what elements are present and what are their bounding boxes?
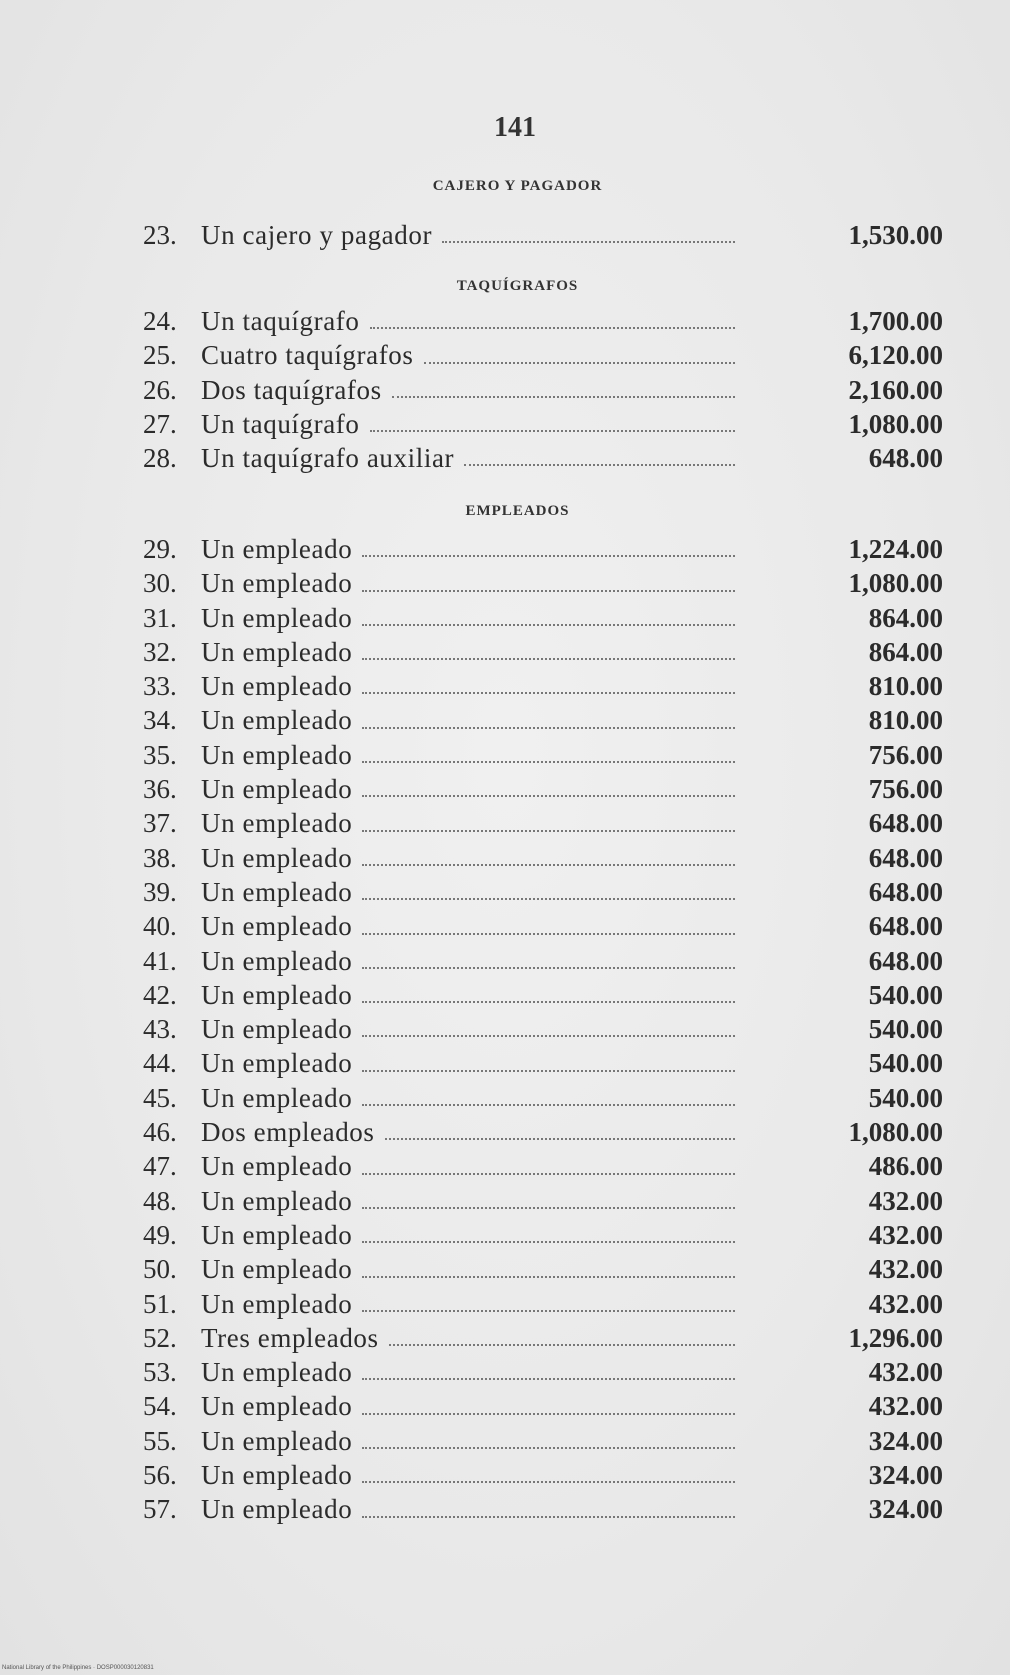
list-item bbox=[143, 1389, 943, 1423]
dot-leader bbox=[362, 624, 735, 626]
item-number: 37. bbox=[143, 808, 177, 839]
list-item bbox=[143, 338, 943, 372]
item-label: Tres empleados bbox=[201, 1322, 379, 1353]
item-label: Un empleado bbox=[201, 1254, 353, 1285]
item-number: 49. bbox=[143, 1219, 177, 1250]
item-amount: 432.00 bbox=[868, 1288, 943, 1319]
item-number: 55. bbox=[143, 1425, 177, 1456]
dot-leader bbox=[362, 1173, 735, 1175]
item-amount: 1,080.00 bbox=[848, 1117, 943, 1148]
item-amount: 756.00 bbox=[868, 739, 943, 770]
item-number: 38. bbox=[143, 842, 177, 873]
item-label: Cuatro taquígrafos bbox=[201, 340, 414, 371]
item-number: 25. bbox=[143, 340, 177, 371]
list-item bbox=[143, 1492, 943, 1526]
item-number: 28. bbox=[143, 443, 177, 474]
item-amount: 486.00 bbox=[868, 1151, 943, 1182]
list-item bbox=[143, 875, 943, 909]
item-amount: 540.00 bbox=[868, 1014, 943, 1045]
dot-leader bbox=[370, 430, 735, 432]
item-amount: 648.00 bbox=[868, 842, 943, 873]
item-amount: 810.00 bbox=[868, 705, 943, 736]
item-number: 23. bbox=[143, 220, 177, 250]
item-label: Un empleado bbox=[201, 1219, 353, 1250]
item-number: 44. bbox=[143, 1048, 177, 1079]
item-label: Un empleado bbox=[201, 534, 353, 564]
section-heading-taquigrafos: TAQUÍGRAFOS bbox=[456, 278, 579, 294]
item-number: 31. bbox=[143, 602, 177, 633]
dot-leader bbox=[362, 933, 735, 935]
list-item bbox=[143, 1355, 943, 1389]
item-number: 29. bbox=[143, 534, 177, 564]
item-label: Un empleado bbox=[201, 1151, 353, 1182]
list-item bbox=[143, 1184, 943, 1218]
dot-leader bbox=[424, 362, 736, 364]
dot-leader bbox=[362, 898, 735, 900]
item-label: Un taquígrafo bbox=[201, 408, 360, 439]
item-number: 53. bbox=[143, 1357, 177, 1388]
item-number: 32. bbox=[143, 636, 177, 667]
item-amount: 540.00 bbox=[868, 1082, 943, 1113]
list-item bbox=[143, 1321, 943, 1355]
list-item bbox=[143, 635, 943, 669]
list-item bbox=[143, 738, 943, 772]
item-amount: 324.00 bbox=[868, 1494, 943, 1525]
item-number: 51. bbox=[143, 1288, 177, 1319]
dot-leader bbox=[362, 1413, 735, 1415]
list-item bbox=[143, 909, 943, 943]
item-label: Un empleado bbox=[201, 774, 353, 805]
item-amount: 1,530.00 bbox=[848, 220, 943, 250]
item-amount: 864.00 bbox=[868, 602, 943, 633]
item-number: 54. bbox=[143, 1391, 177, 1422]
dot-leader bbox=[362, 830, 735, 832]
item-label: Un empleado bbox=[201, 1288, 353, 1319]
dot-leader bbox=[362, 761, 735, 763]
list-item bbox=[143, 1458, 943, 1492]
item-number: 45. bbox=[143, 1082, 177, 1113]
item-number: 30. bbox=[143, 568, 177, 599]
dot-leader bbox=[362, 1104, 735, 1106]
item-amount: 432.00 bbox=[868, 1357, 943, 1388]
item-number: 43. bbox=[143, 1014, 177, 1045]
dot-leader bbox=[362, 795, 735, 797]
section-taquigrafos-list bbox=[143, 304, 943, 475]
list-item bbox=[143, 806, 943, 840]
dot-leader bbox=[389, 1344, 735, 1346]
item-number: 50. bbox=[143, 1254, 177, 1285]
item-label: Un empleado bbox=[201, 1460, 353, 1491]
dot-leader bbox=[392, 396, 735, 398]
list-item bbox=[143, 1252, 943, 1286]
section-heading-cajero: CAJERO Y PAGADOR bbox=[432, 178, 603, 194]
item-amount: 864.00 bbox=[868, 636, 943, 667]
item-number: 40. bbox=[143, 911, 177, 942]
item-number: 36. bbox=[143, 774, 177, 805]
list-item bbox=[143, 441, 943, 475]
list-item bbox=[143, 407, 943, 441]
item-number: 48. bbox=[143, 1185, 177, 1216]
list-item bbox=[143, 373, 943, 407]
item-number: 26. bbox=[143, 374, 177, 405]
item-label: Un empleado bbox=[201, 705, 353, 736]
item-amount: 1,080.00 bbox=[848, 408, 943, 439]
item-amount: 810.00 bbox=[868, 671, 943, 702]
item-amount: 1,224.00 bbox=[848, 534, 943, 564]
dot-leader bbox=[362, 1516, 735, 1518]
section-heading-empleados: EMPLEADOS bbox=[465, 503, 570, 519]
list-item bbox=[143, 1149, 943, 1183]
item-number: 42. bbox=[143, 979, 177, 1010]
item-amount: 432.00 bbox=[868, 1254, 943, 1285]
dot-leader bbox=[362, 1207, 735, 1209]
item-number: 47. bbox=[143, 1151, 177, 1182]
item-label: Un taquígrafo auxiliar bbox=[201, 443, 455, 474]
item-amount: 6,120.00 bbox=[848, 340, 943, 371]
dot-leader bbox=[362, 658, 735, 660]
section-cajero-list bbox=[143, 218, 943, 252]
dot-leader bbox=[362, 727, 735, 729]
item-label: Un empleado bbox=[201, 979, 353, 1010]
item-label: Un empleado bbox=[201, 739, 353, 770]
list-item bbox=[143, 566, 943, 600]
item-number: 34. bbox=[143, 705, 177, 736]
item-amount: 432.00 bbox=[868, 1219, 943, 1250]
list-item bbox=[143, 703, 943, 737]
item-amount: 648.00 bbox=[868, 443, 943, 474]
section-empleados-list bbox=[143, 532, 943, 1527]
item-number: 52. bbox=[143, 1322, 177, 1353]
list-item bbox=[143, 532, 943, 566]
dot-leader bbox=[362, 590, 735, 592]
dot-leader bbox=[362, 1378, 735, 1380]
item-number: 56. bbox=[143, 1460, 177, 1491]
list-item bbox=[143, 304, 943, 338]
item-label: Un cajero y pagador bbox=[201, 220, 433, 250]
dot-leader bbox=[362, 692, 735, 694]
dot-leader bbox=[362, 1481, 735, 1483]
list-item bbox=[143, 772, 943, 806]
item-label: Un empleado bbox=[201, 602, 353, 633]
dot-leader bbox=[370, 327, 735, 329]
item-amount: 324.00 bbox=[868, 1460, 943, 1491]
item-number: 39. bbox=[143, 876, 177, 907]
dot-leader bbox=[442, 241, 735, 243]
dot-leader bbox=[362, 1310, 735, 1312]
item-number: 35. bbox=[143, 739, 177, 770]
item-label: Un empleado bbox=[201, 1185, 353, 1216]
list-item bbox=[143, 1218, 943, 1252]
item-label: Un empleado bbox=[201, 1357, 353, 1388]
item-label: Un taquígrafo bbox=[201, 306, 360, 336]
item-label: Un empleado bbox=[201, 1494, 353, 1525]
dot-leader bbox=[362, 555, 735, 557]
dot-leader bbox=[362, 864, 735, 866]
list-item bbox=[143, 841, 943, 875]
dot-leader bbox=[362, 1070, 735, 1072]
list-item bbox=[143, 944, 943, 978]
item-amount: 432.00 bbox=[868, 1391, 943, 1422]
item-label: Un empleado bbox=[201, 568, 353, 599]
item-label: Un empleado bbox=[201, 842, 353, 873]
item-label: Un empleado bbox=[201, 1048, 353, 1079]
item-amount: 648.00 bbox=[868, 808, 943, 839]
dot-leader bbox=[362, 1276, 735, 1278]
item-label: Un empleado bbox=[201, 1014, 353, 1045]
item-amount: 1,296.00 bbox=[848, 1322, 943, 1353]
list-item bbox=[143, 1115, 943, 1149]
item-label: Un empleado bbox=[201, 671, 353, 702]
item-number: 24. bbox=[143, 306, 177, 336]
dot-leader bbox=[464, 464, 735, 466]
list-item bbox=[143, 978, 943, 1012]
dot-leader bbox=[362, 1447, 735, 1449]
dot-leader bbox=[362, 1001, 735, 1003]
item-label: Un empleado bbox=[201, 1391, 353, 1422]
dot-leader bbox=[385, 1138, 735, 1140]
item-amount: 648.00 bbox=[868, 911, 943, 942]
list-item bbox=[143, 1081, 943, 1115]
item-label: Dos empleados bbox=[201, 1117, 375, 1148]
item-number: 27. bbox=[143, 408, 177, 439]
item-number: 33. bbox=[143, 671, 177, 702]
list-item bbox=[143, 1046, 943, 1080]
item-amount: 648.00 bbox=[868, 876, 943, 907]
item-amount: 756.00 bbox=[868, 774, 943, 805]
item-amount: 324.00 bbox=[868, 1425, 943, 1456]
list-item bbox=[143, 1424, 943, 1458]
item-amount: 648.00 bbox=[868, 945, 943, 976]
dot-leader bbox=[362, 1241, 735, 1243]
item-amount: 540.00 bbox=[868, 979, 943, 1010]
item-number: 57. bbox=[143, 1494, 177, 1525]
item-label: Un empleado bbox=[201, 945, 353, 976]
list-item bbox=[143, 601, 943, 635]
item-number: 41. bbox=[143, 945, 177, 976]
archive-footer: National Library of the Philippines · DOSP000030120831 bbox=[2, 1665, 154, 1671]
item-label: Un empleado bbox=[201, 911, 353, 942]
item-label: Un empleado bbox=[201, 1425, 353, 1456]
item-amount: 2,160.00 bbox=[848, 374, 943, 405]
item-label: Un empleado bbox=[201, 808, 353, 839]
item-amount: 540.00 bbox=[868, 1048, 943, 1079]
list-item bbox=[143, 218, 943, 252]
dot-leader bbox=[362, 1035, 735, 1037]
item-amount: 432.00 bbox=[868, 1185, 943, 1216]
item-label: Un empleado bbox=[201, 636, 353, 667]
list-item bbox=[143, 1287, 943, 1321]
list-item bbox=[143, 1012, 943, 1046]
item-label: Dos taquígrafos bbox=[201, 374, 382, 405]
item-label: Un empleado bbox=[201, 1082, 353, 1113]
item-amount: 1,700.00 bbox=[848, 306, 943, 336]
dot-leader bbox=[362, 967, 735, 969]
list-item bbox=[143, 669, 943, 703]
page-number: 141 bbox=[494, 112, 536, 143]
item-label: Un empleado bbox=[201, 876, 353, 907]
item-amount: 1,080.00 bbox=[848, 568, 943, 599]
item-number: 46. bbox=[143, 1117, 177, 1148]
